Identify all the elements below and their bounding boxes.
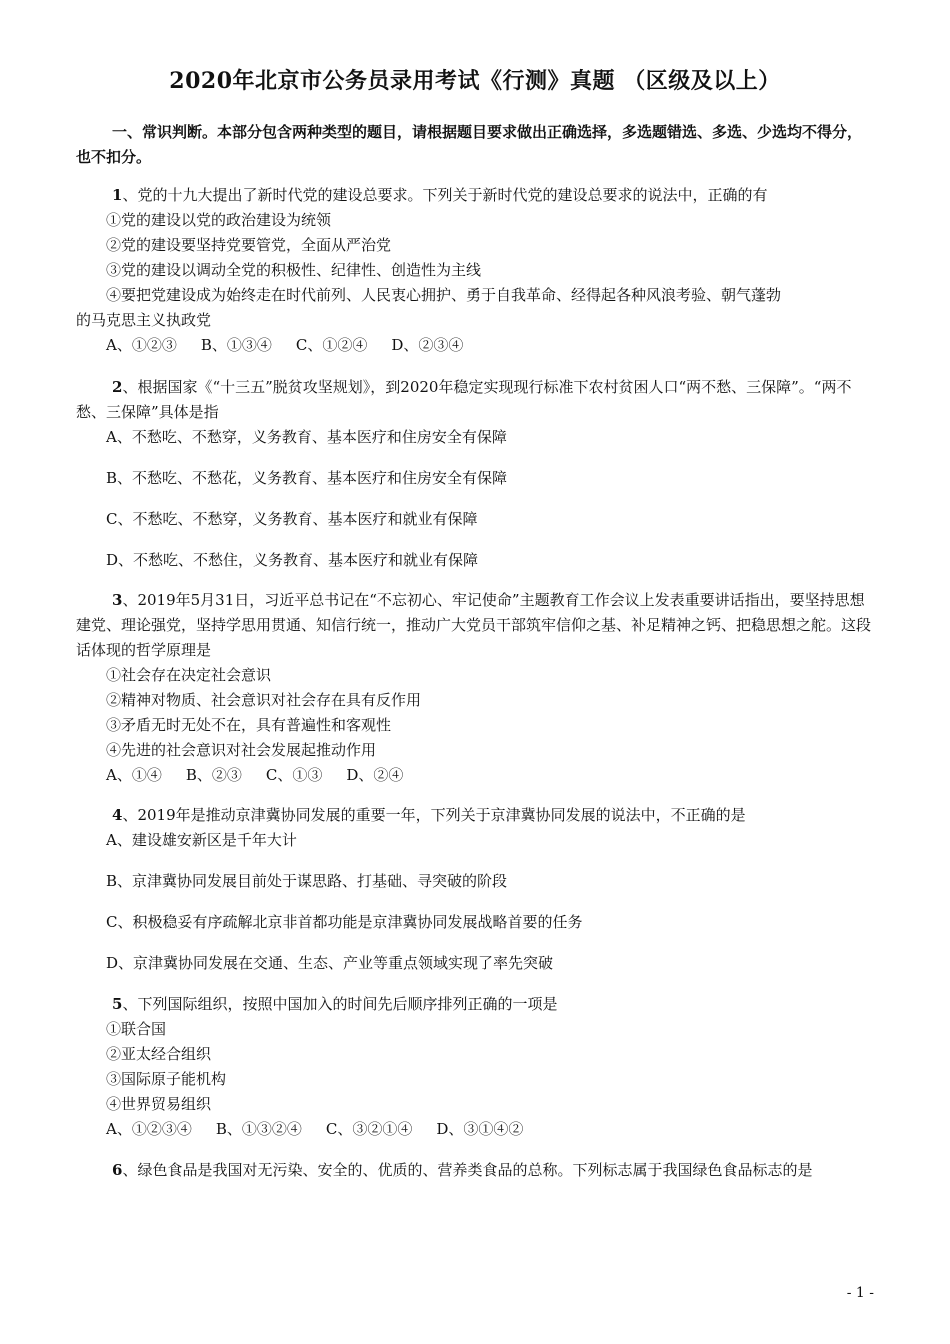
question-text: 、2019年5月31日，习近平总书记在“不忘初心、牢记使命”主题教育工作会议上发表重要讲话指出，要坚持思想建党、理论强党，坚持学思用贯通、知信行统一，推动广大党员干部筑牢信仰之基、补足精神之钙、把稳思想之舵。这段话体现的哲学原理是: [76, 591, 872, 659]
statement-continuation: 的马克思主义执政党: [76, 311, 212, 329]
question-2: [76, 375, 876, 573]
question-text: 、绿色食品是我国对无污染、安全的、优质的、营养类食品的总称。下列标志属于我国绿色食品标志的是: [122, 1161, 813, 1179]
option-b: B、京津冀协同发展目前处于谋思路、打基础、寻突破的阶段: [106, 872, 508, 890]
statement: ②亚太经合组织: [106, 1045, 212, 1063]
question-text: 、下列国际组织，按照中国加入的时间先后顺序排列正确的一项是: [122, 995, 558, 1013]
question-stem: [76, 588, 876, 663]
choice-a: A、①④: [106, 766, 162, 784]
statement: ③党的建设以调动全党的积极性、纪律性、创造性为主线: [106, 261, 482, 279]
answer-choices: [76, 1117, 876, 1142]
question-number: 3: [112, 591, 123, 609]
question-number: 1: [112, 186, 123, 204]
choice-b: B、①③④: [200, 336, 272, 354]
statement: ①社会存在决定社会意识: [106, 666, 272, 684]
question-number: 4: [112, 806, 123, 824]
option-c: C、积极稳妥有序疏解北京非首都功能是京津冀协同发展战略首要的任务: [106, 913, 583, 931]
question-number: 5: [112, 995, 123, 1013]
question-text: 、根据国家《“十三五”脱贫攻坚规划》，到2020年稳定实现现行标准下农村贫困人口“两不愁、三保障”。“两不愁、三保障”具体是指: [76, 378, 852, 421]
option-c: C、不愁吃、不愁穿，义务教育、基本医疗和就业有保障: [106, 510, 478, 528]
choice-b: B、②③: [185, 766, 242, 784]
question-6: [76, 1158, 876, 1183]
choice-b: B、①③②④: [215, 1120, 302, 1138]
statement: ③国际原子能机构: [106, 1070, 227, 1088]
statement: ②党的建设要坚持党要管党，全面从严治党: [106, 236, 392, 254]
choice-c: C、①②④: [295, 336, 368, 354]
choice-a: A、①②③: [106, 336, 177, 354]
answer-choices: [76, 333, 876, 358]
answer-choices: [76, 763, 876, 788]
question-stem: [76, 375, 876, 425]
statement: ①联合国: [106, 1020, 167, 1038]
question-1: [76, 183, 876, 358]
statement: ②精神对物质、社会意识对社会存在具有反作用: [106, 691, 422, 709]
question-number: 6: [112, 1161, 123, 1179]
statement: ④要把党建设成为始终走在时代前列、人民衷心拥护、勇于自我革命、经得起各种风浪考验、朝气蓬勃: [106, 286, 782, 304]
section-heading: 一、常识判断。本部分包含两种类型的题目，请根据题目要求做出正确选择，多选题错选、多选、少选均不得分，也不扣分。: [76, 123, 863, 166]
choice-c: C、③②①④: [325, 1120, 413, 1138]
choice-d: D、②④: [346, 766, 404, 784]
choice-d: D、②③④: [391, 336, 464, 354]
choice-a: A、①②③④: [106, 1120, 192, 1138]
question-4: [76, 803, 876, 976]
question-text: 、党的十九大提出了新时代党的建设总要求。下列关于新时代党的建设总要求的说法中，正确的有: [122, 186, 768, 204]
question-stem: [76, 992, 876, 1017]
option-b: B、不愁吃、不愁花，义务教育、基本医疗和住房安全有保障: [106, 469, 508, 487]
question-stem: [76, 803, 876, 828]
option-d: D、京津冀协同发展在交通、生态、产业等重点领域实现了率先突破: [106, 954, 554, 972]
question-3: [76, 588, 876, 788]
page-title: 2020年北京市公务员录用考试《行测》真题 （区级及以上）: [169, 68, 781, 94]
statement: ④先进的社会意识对社会发展起推动作用: [106, 741, 377, 759]
question-stem: [76, 183, 876, 208]
page-number: - 1 -: [846, 1285, 874, 1301]
choice-d: D、③①④②: [436, 1120, 524, 1138]
choice-c: C、①③: [265, 766, 323, 784]
question-stem: [76, 1158, 876, 1183]
statement: ③矛盾无时无处不在，具有普遍性和客观性: [106, 716, 392, 734]
statement: ④世界贸易组织: [106, 1095, 212, 1113]
question-number: 2: [112, 378, 123, 396]
question-text: 、2019年是推动京津冀协同发展的重要一年，下列关于京津冀协同发展的说法中，不正确的是: [122, 806, 746, 824]
option-a: A、不愁吃、不愁穿，义务教育、基本医疗和住房安全有保障: [106, 428, 507, 446]
question-5: [76, 992, 876, 1142]
option-d: D、不愁吃、不愁住，义务教育、基本医疗和就业有保障: [106, 551, 479, 569]
statement: ①党的建设以党的政治建设为统领: [106, 211, 332, 229]
option-a: A、建设雄安新区是千年大计: [106, 831, 297, 849]
